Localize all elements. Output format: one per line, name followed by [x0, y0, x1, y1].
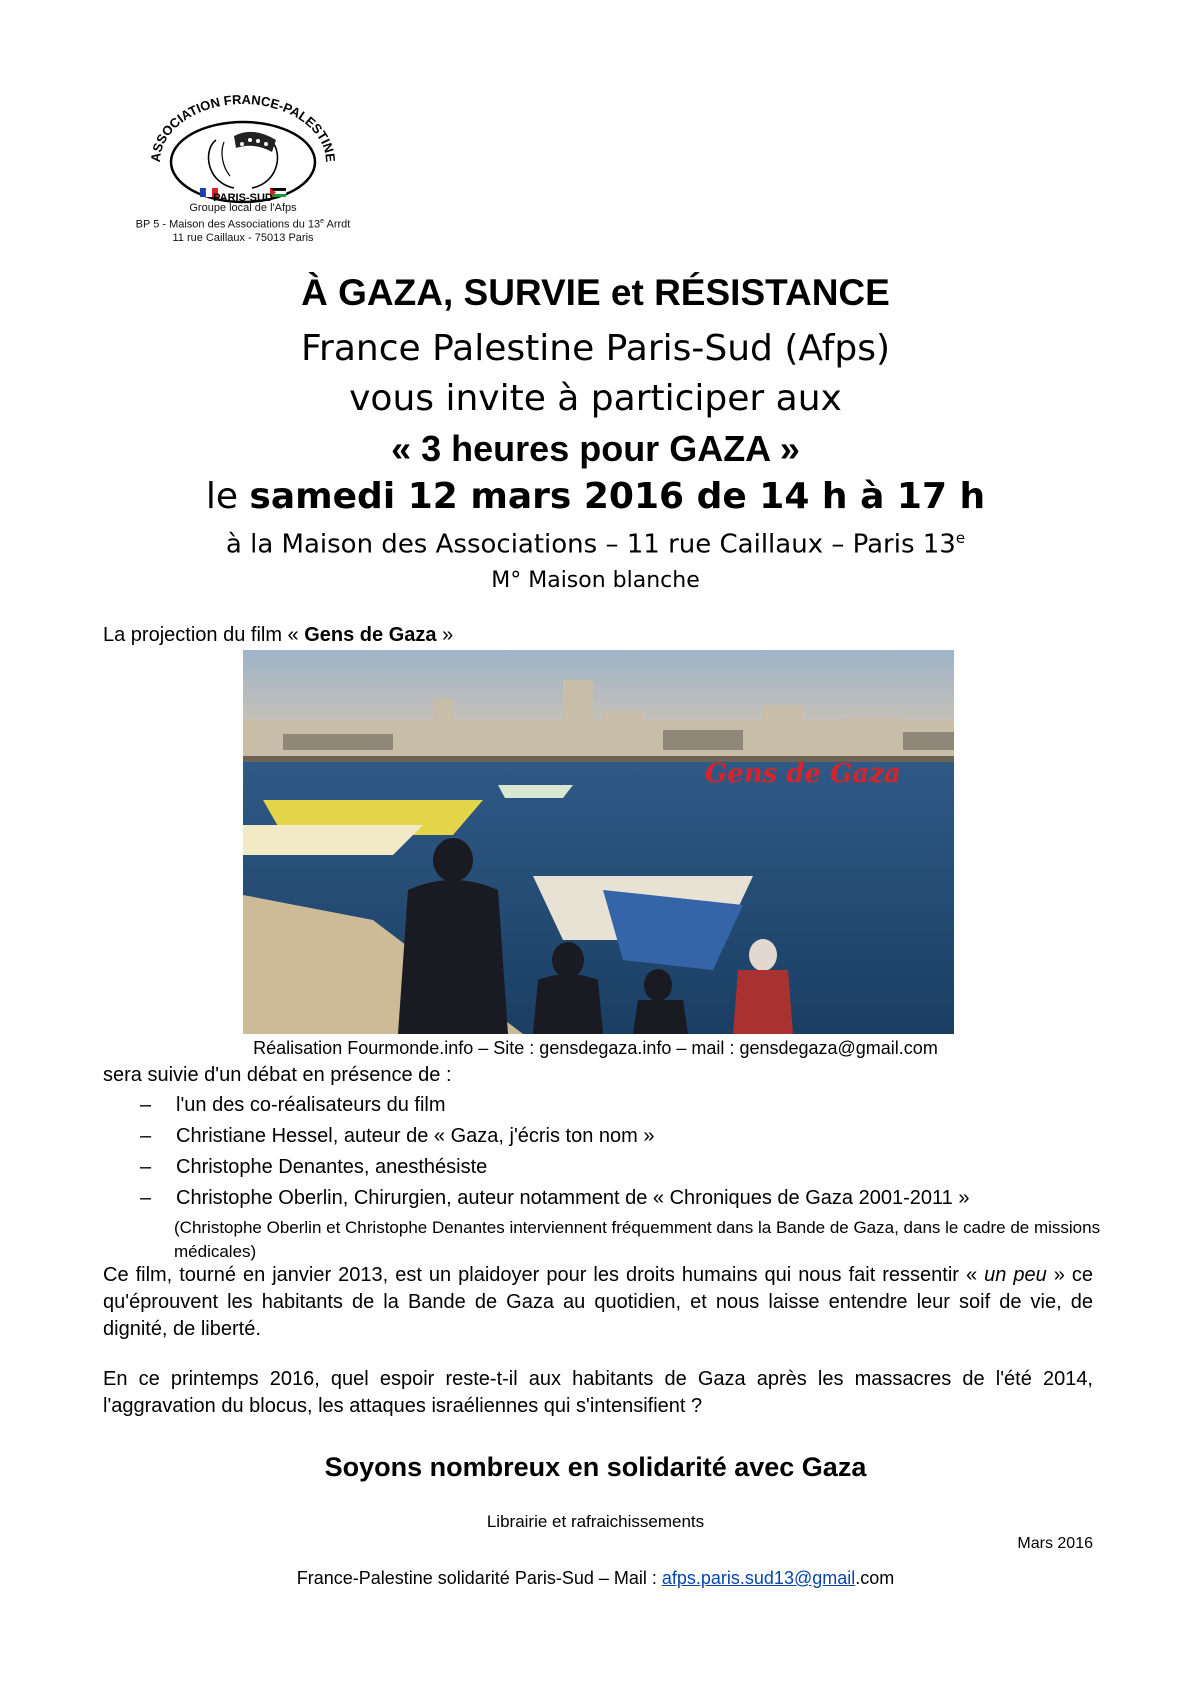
- context-paragraph: En ce printemps 2016, quel espoir reste-t-il aux habitants de Gaza après les massacres de l'été 2014, l'aggravation du blocus, les attaques israéliennes qui s'intensifient ?: [103, 1368, 1093, 1417]
- film-overlay-title: Gens de Gaza: [705, 759, 901, 789]
- page-title: À GAZA, SURVIE et RÉSISTANCE: [301, 272, 890, 313]
- list-item: – Christophe Oberlin, Chirurgien, auteur notamment de « Chroniques de Gaza 2001-2011 »: [140, 1187, 970, 1209]
- logo-address: [118, 202, 368, 245]
- library-note: Librairie et rafraichissements: [486, 1512, 705, 1531]
- association-logo: [118, 90, 368, 250]
- film-still-image: [243, 650, 954, 1034]
- debate-intro: sera suivie d'un débat en présence de :: [103, 1064, 452, 1086]
- footer-contact: France-Palestine solidarité Paris-Sud – Mail : afps.paris.sud13@gmail.com: [296, 1568, 895, 1588]
- event-venue: à la Maison des Associations – 11 rue Caillaux – Paris 13e: [225, 529, 966, 560]
- list-item: – Christiane Hessel, auteur de « Gaza, j'écris ton nom »: [140, 1125, 655, 1147]
- list-dash: –: [140, 1094, 152, 1116]
- metro-station: M° Maison blanche: [491, 568, 700, 593]
- list-dash: –: [140, 1187, 152, 1209]
- guest-note: (Christophe Oberlin et Christophe Denantes interviennent fréquemment dans la Bande de Gaza, dans le cadre de missions médicales): [174, 1218, 1101, 1261]
- slogan: Soyons nombreux en solidarité avec Gaza: [324, 1452, 867, 1482]
- list-item: – Christophe Denantes, anesthésiste: [140, 1156, 488, 1178]
- list-item: – l'un des co-réalisateurs du film: [140, 1094, 446, 1116]
- logo-ring-text: ASSOCIATION FRANCE-PALESTINE: [147, 91, 339, 163]
- logo-emblem: [138, 90, 348, 205]
- gaza-harbor-scene: [243, 650, 954, 1034]
- photo-caption: Réalisation Fourmonde.info – Site : gensdegaza.info – mail : gensdegaza@gmail.com: [253, 1038, 938, 1058]
- logo-bp-line: BP 5 - Maison des Associations du 13e Arrdt: [135, 218, 351, 231]
- film-description: Ce film, tourné en janvier 2013, est un plaidoyer pour les droits humains qui nous fait ressentir « un peu » ce qu'éprouvent les habitants de la Bande de Gaza au quotidien, et nous laisse entendre leur soif de vie, de dignité, de liberté.: [103, 1264, 1094, 1340]
- logo-bottom-text: PARIS-SUD: [213, 192, 273, 204]
- document-date: Mars 2016: [1017, 1535, 1093, 1552]
- invite-line: vous invite à participer aux: [349, 378, 842, 419]
- event-title: « 3 heures pour GAZA »: [391, 428, 800, 469]
- list-dash: –: [140, 1156, 152, 1178]
- guest-list: [140, 1094, 969, 1218]
- email-link[interactable]: afps.paris.sud13@gmail: [661, 1568, 856, 1588]
- keffiyeh-pattern: [234, 132, 276, 152]
- film-intro: La projection du film « Gens de Gaza »: [103, 624, 454, 646]
- event-date: le samedi 12 mars 2016 de 14 h à 17 h: [205, 476, 986, 517]
- organizer-line: France Palestine Paris-Sud (Afps): [300, 328, 891, 369]
- list-dash: –: [140, 1125, 152, 1147]
- logo-street-line: 11 rue Caillaux - 75013 Paris: [172, 231, 314, 244]
- logo-group-line: Groupe local de l'Afps: [189, 202, 297, 214]
